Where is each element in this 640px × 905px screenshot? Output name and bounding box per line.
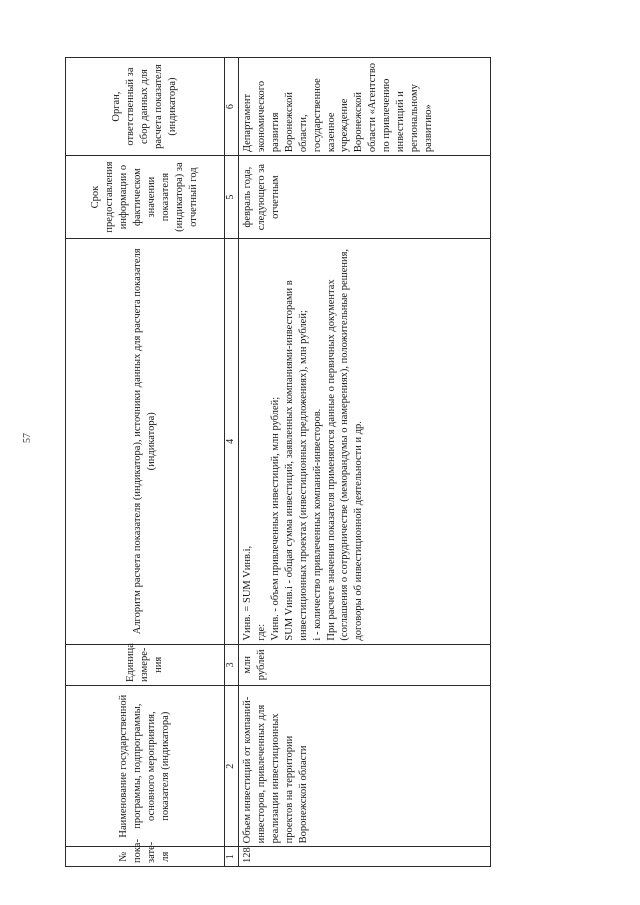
algorithm-definition: Vинв. - объем привлеченных инвестиций, млн рублей; (269, 396, 281, 641)
column-numbers-row (224, 58, 238, 867)
indicator-unit: млн рублей (238, 644, 490, 685)
indicator-organ: Департамент экономического развития Воронежской области, государственное казенное учреждение Воронежской области «Агентство по привлечению инвестиций и региональному развитию» (238, 58, 490, 156)
column-number: 6 (224, 58, 238, 156)
indicator-algorithm (238, 239, 490, 645)
header-term: Срок предоставления информации о фактическом значении показателя (индикатора) за отчетный год (66, 156, 225, 239)
algorithm-definition: SUM Vинв.i - общая сумма инвестиций, заявленных компаниями-инвесторами в инвестиционных проектах (инвестиционных предложениях), млн рублей; (283, 280, 309, 641)
indicator-table (65, 57, 491, 867)
indicator-name: Объем инвестиций от компаний-инвесторов, привлеченных для реализации инвестиционных проектов на территории Воронежской области (238, 686, 490, 847)
column-number: 2 (224, 686, 238, 847)
header-name: Наименование государственной программы, подпрограммы, основного мероприятия, показателя (индикатора) (66, 686, 225, 847)
table-row (238, 58, 490, 867)
indicator-term: февраль года, следующего за отчетным (238, 156, 490, 239)
header-algorithm: Алгоритм расчета показателя (индикатора), источники данных для расчета показателя (индикатора) (66, 239, 225, 645)
rotated-table-wrapper (65, 57, 491, 867)
algorithm-where: где: (255, 623, 267, 641)
header-unit: Единица измере-ния (66, 644, 225, 685)
algorithm-formula: Vинв. = SUM Vинв.i, (241, 545, 253, 641)
table-header-row (66, 58, 225, 867)
column-number: 1 (224, 847, 238, 867)
row-number: 128 (238, 847, 490, 867)
column-number: 5 (224, 156, 238, 239)
header-organ: Орган, ответственный за сбор данных для расчета показателя (индикатора) (66, 58, 225, 156)
column-number: 3 (224, 644, 238, 685)
page-number: 57 (22, 433, 33, 443)
algorithm-definition: i - количество привлеченных компаний-инвесторов. (311, 408, 323, 641)
header-number: № пока-зате-ля (66, 847, 225, 867)
algorithm-note: При расчете значения показателя применяются данные о первичных документах (соглашения о сотрудничестве (меморандумы о намерениях), положительные решения, договоры об инвестиционной деятельности и др. (325, 248, 365, 641)
column-number: 4 (224, 239, 238, 645)
